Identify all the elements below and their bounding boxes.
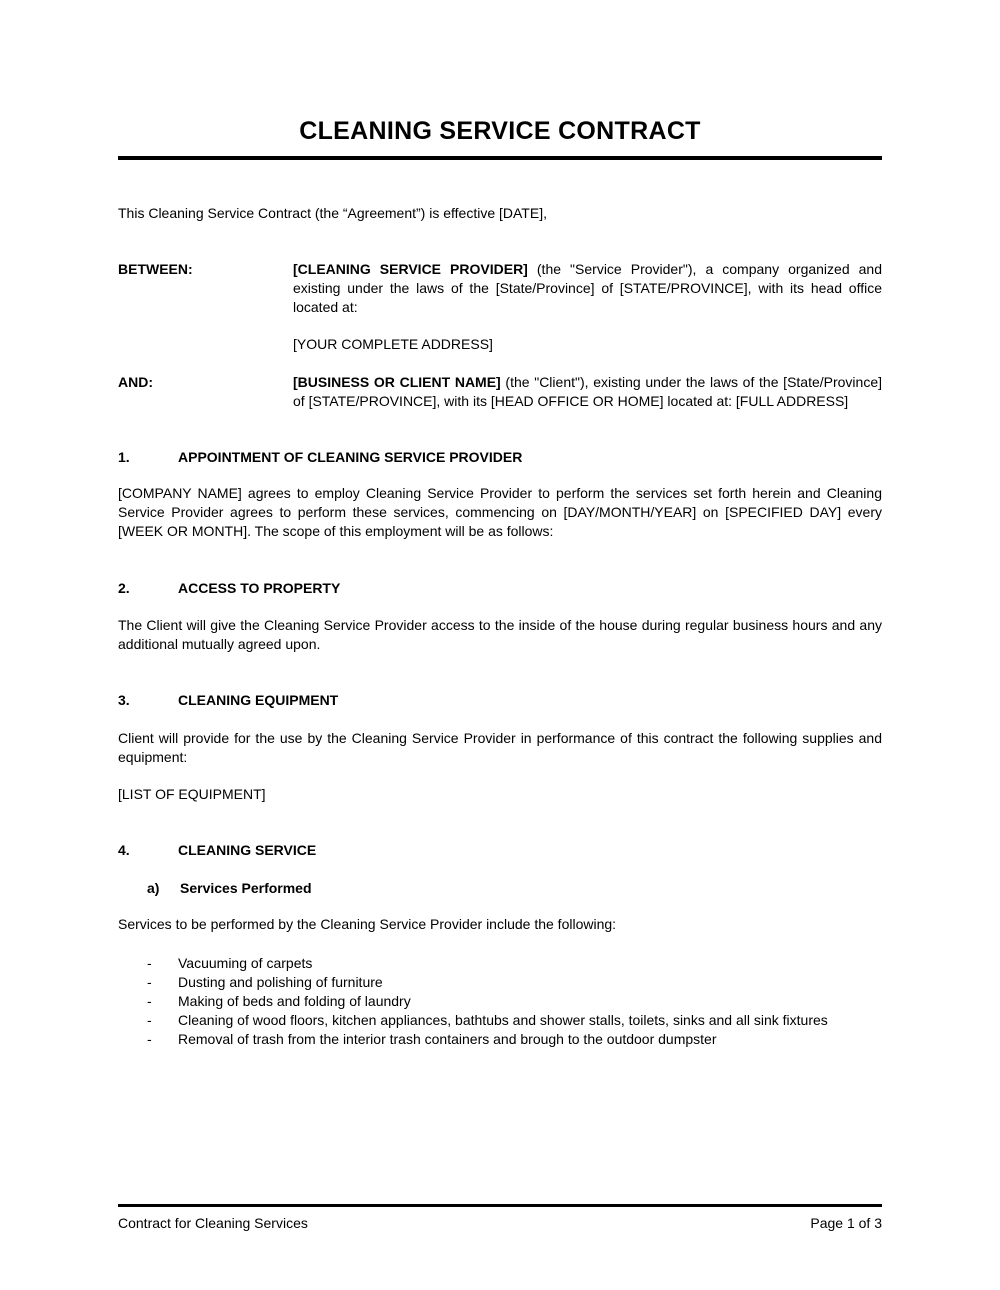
between-label: BETWEEN: xyxy=(118,261,193,277)
list-item-text: Removal of trash from the interior trash containers and brough to the outdoor dumpster xyxy=(178,1031,717,1047)
section-4-number: 4. xyxy=(118,842,130,858)
section-1-heading xyxy=(118,448,882,467)
page-footer xyxy=(118,1204,882,1233)
list-item xyxy=(118,954,882,973)
provider-text: (the "Service Provider"), a company organized and existing under the laws of the [State/Province] of [STATE/PROVINCE], with its head office located at: xyxy=(293,261,883,315)
section-1-title: APPOINTMENT OF CLEANING SERVICE PROVIDER xyxy=(178,449,523,465)
list-item-text: Making of beds and folding of laundry xyxy=(178,993,411,1009)
list-item-text: Vacuuming of carpets xyxy=(178,955,313,971)
list-item-marker: - xyxy=(147,993,152,1009)
list-item-marker: - xyxy=(147,1031,152,1047)
client-name: [BUSINESS OR CLIENT NAME] xyxy=(293,374,501,390)
client-description xyxy=(293,373,882,411)
list-item xyxy=(118,1030,882,1049)
equipment-list-placeholder: [LIST OF EQUIPMENT] xyxy=(118,786,266,802)
section-3-number: 3. xyxy=(118,692,130,708)
section-2-title: ACCESS TO PROPERTY xyxy=(178,580,341,596)
subsection-a-label: a) xyxy=(147,880,160,896)
client-text: (the "Client"), existing under the laws of the [State/Province] of [STATE/PROVINCE], with its [HEAD OFFICE OR HOME] located at: [FULL ADDRESS] xyxy=(293,374,883,409)
list-item xyxy=(118,973,882,992)
list-item-marker: - xyxy=(147,955,152,971)
provider-address: [YOUR COMPLETE ADDRESS] xyxy=(293,336,493,352)
section-2-number: 2. xyxy=(118,580,130,596)
section-2-heading xyxy=(118,579,882,598)
footer-text-row xyxy=(118,1214,882,1233)
services-list xyxy=(118,954,882,1049)
title-divider xyxy=(118,156,882,160)
provider-name: [CLEANING SERVICE PROVIDER] xyxy=(293,261,528,277)
page-title: CLEANING SERVICE CONTRACT xyxy=(299,117,701,145)
section-3-heading xyxy=(118,691,882,710)
and-row xyxy=(118,373,882,411)
section-4-body: Services to be performed by the Cleaning Service Provider include the following: xyxy=(118,916,617,932)
section-3-body: Client will provide for the use by the Cleaning Service Provider in performance of this contract the following supplies and equipment: xyxy=(118,730,882,765)
section-2-body: The Client will give the Cleaning Service Provider access to the inside of the house during regular business hours and any additional mutually agreed upon. xyxy=(118,617,882,652)
section-1-body: [COMPANY NAME] agrees to employ Cleaning Service Provider to perform the services set forth herein and Cleaning Service Provider agrees to perform these services, commencing on [DAY/MONTH/YEAR] on [SPECIFIED DAY] every [WEEK OR MONTH]. The scope of this employment will be as follows: xyxy=(118,485,882,539)
footer-divider xyxy=(118,1204,882,1207)
list-item xyxy=(118,1011,882,1030)
footer-document-name: Contract for Cleaning Services xyxy=(118,1215,308,1231)
list-item-text: Cleaning of wood floors, kitchen appliances, bathtubs and shower stalls, toilets, sinks and all sink fixtures xyxy=(178,1012,828,1028)
list-item-text: Dusting and polishing of furniture xyxy=(178,974,383,990)
section-4-title: CLEANING SERVICE xyxy=(178,842,317,858)
section-1-number: 1. xyxy=(118,449,130,465)
section-4-heading xyxy=(118,841,882,860)
list-item-marker: - xyxy=(147,974,152,990)
list-item-marker: - xyxy=(147,1012,152,1028)
list-item xyxy=(118,992,882,1011)
provider-description xyxy=(293,260,882,317)
subsection-a-heading xyxy=(118,879,882,898)
subsection-a-title: Services Performed xyxy=(180,880,312,896)
intro-paragraph: This Cleaning Service Contract (the “Agreement”) is effective [DATE], xyxy=(118,205,547,221)
section-3-title: CLEANING EQUIPMENT xyxy=(178,692,339,708)
and-label: AND: xyxy=(118,374,153,390)
footer-page-number: Page 1 of 3 xyxy=(810,1215,882,1231)
between-row xyxy=(118,260,882,317)
